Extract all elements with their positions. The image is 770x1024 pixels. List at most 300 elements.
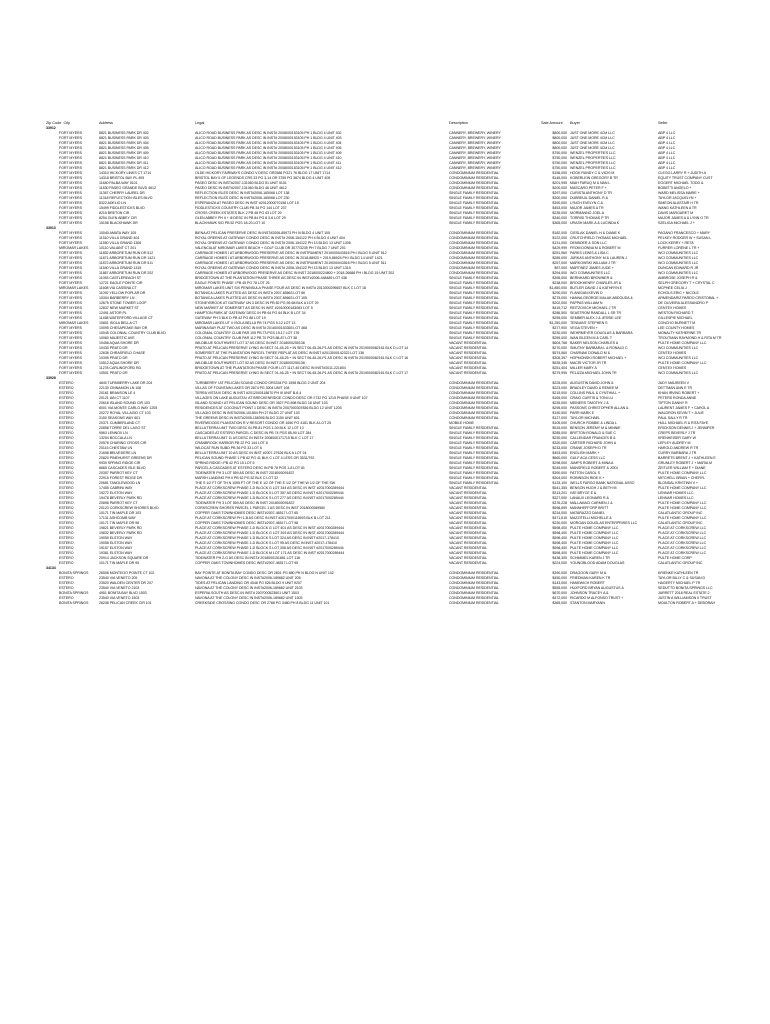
address-cell: 20618 ISLAND SOUND CIR 103 bbox=[99, 401, 150, 405]
legal-cell: CRANBROOK HARBOR PB 22 PG 144 LOT 8 bbox=[195, 441, 268, 445]
amount-cell: $234,000 bbox=[552, 511, 568, 515]
seller-cell: WCI COMMUNITIES LLC bbox=[658, 356, 699, 360]
description-cell: VACANT RESIDENTIAL bbox=[449, 371, 487, 375]
address-cell: 23520 WALDEN CENTER DR 207 bbox=[99, 581, 153, 585]
description-cell: VACANT RESIDENTIAL bbox=[449, 511, 487, 515]
description-cell: CONDOMINIUM RESIDENTIAL bbox=[449, 176, 499, 180]
description-cell: CONDOMINIUM RESIDENTIAL bbox=[449, 396, 499, 400]
buyer-cell: ENGLISH MARK + bbox=[570, 451, 600, 455]
city-cell: ESTERO bbox=[59, 451, 74, 455]
city-cell: FORT MYERS bbox=[59, 366, 82, 370]
city-cell: ESTERO bbox=[59, 476, 74, 480]
amount-cell: $251,404 bbox=[552, 366, 568, 370]
address-cell: 11871 ARBORETUM RUN DR 1421 bbox=[99, 256, 156, 260]
seller-cell: LEE COUNTY HOMES bbox=[658, 326, 695, 330]
city-cell: FORT MYERS bbox=[59, 166, 82, 170]
description-cell: SINGLE FAMILY RESIDENTIAL bbox=[449, 466, 499, 470]
city-cell: FORT MYERS bbox=[59, 336, 82, 340]
city-cell: FORT MYERS bbox=[59, 176, 82, 180]
description-cell: VACANT RESIDENTIAL bbox=[449, 486, 487, 490]
amount-cell: $535,345 bbox=[552, 361, 568, 365]
address-cell: 20578 CHARING CROSS CIR bbox=[99, 441, 147, 445]
buyer-cell: TAYLOR MICHAEL bbox=[570, 416, 601, 420]
legal-cell: THE S 1/2 FT OF TH N 1095 FT OF THE E 1/2 OF THE E 1/2 OF THE W 1/2 OF THE SW bbox=[195, 481, 336, 485]
seller-cell: TAYLOR JACQUELYN + bbox=[658, 196, 697, 200]
seller-cell: PAUL SALLY R TR bbox=[658, 416, 688, 420]
seller-cell: LENNAR HOMES LLC bbox=[658, 496, 694, 500]
address-cell: 8001 VIA MONTE CARLO WAY 1205 bbox=[99, 406, 158, 410]
city-cell: FORT MYERS bbox=[59, 256, 82, 260]
city-cell: ESTERO bbox=[59, 526, 74, 530]
buyer-cell: MACRI VICTOR JR TR bbox=[570, 361, 607, 365]
description-cell: CANNERY, BREWERY, WINERY bbox=[449, 161, 501, 165]
description-cell: CONDOMINIUM RESIDENTIAL bbox=[449, 571, 499, 575]
description-cell: SINGLE FAMILY RESIDENTIAL bbox=[449, 211, 499, 215]
amount-cell: $574,560 bbox=[552, 351, 568, 355]
amount-cell: $300,000 bbox=[552, 196, 568, 200]
description-cell: VACANT RESIDENTIAL bbox=[449, 506, 487, 510]
legal-cell: ESPERIA SOUTH AS DESC IN INST# 2007000523601 UNIT 1503 bbox=[195, 591, 299, 595]
description-cell: SINGLE FAMILY RESIDENTIAL bbox=[449, 311, 499, 315]
amount-cell: $365,000 bbox=[552, 221, 568, 225]
seller-cell: WALDRON KEVIN T + JULIE bbox=[658, 411, 704, 415]
city-cell: ESTERO bbox=[59, 441, 74, 445]
legal-cell: PLACE AT CORKSCREW PHASE 1-D BLOCK G LOT 401 AS DESC IN INST #2017000289444 bbox=[195, 526, 344, 530]
buyer-cell: SCHIMMEL KAREN J TR bbox=[570, 556, 610, 560]
legal-cell: BELLA TERRA UNIT 11 AS DESC IN INST# 2008000171715 BLK C LOT 17 bbox=[195, 436, 314, 440]
address-cell: 20115 CHESTAW LN bbox=[99, 446, 133, 450]
address-cell: 8821 BUSINESS PARK DR 402 bbox=[99, 131, 149, 135]
address-cell: 8821 BUSINESS PARK DR 412 bbox=[99, 166, 149, 170]
address-cell: 10171 TIN MAPLE DR 95 bbox=[99, 561, 140, 565]
legal-cell: VILLAGIO DESC IN INST#2006-101894 PH 27 BLDG 27 UNIT 103 bbox=[195, 411, 300, 415]
buyer-cell: PULTE HOME COMPANY LLC bbox=[570, 531, 619, 535]
zip-code-cell: 33913 bbox=[46, 226, 56, 230]
city-cell: ESTERO bbox=[59, 381, 74, 385]
city-cell: FORT MYERS bbox=[59, 306, 82, 310]
header-description: Description bbox=[449, 120, 468, 125]
amount-cell: $225,000 bbox=[552, 381, 568, 385]
legal-cell: PLACE AT CORKSCREW PHASE 1-D BLOCK G LOT 393 AS DESC IN INST #2017000289444 bbox=[195, 531, 344, 535]
description-cell: VACANT RESIDENTIAL bbox=[449, 541, 487, 545]
description-cell: CANNERY, BREWERY, WINERY bbox=[449, 151, 501, 155]
legal-cell: BOTANICA LAKES PLATTED AS DESC IN INST# 2007-65663 LOT 105 bbox=[195, 296, 307, 300]
seller-cell: LEPLEY AUDREY M bbox=[658, 441, 691, 445]
seller-cell: JUDY MAUREEN V bbox=[658, 381, 689, 385]
zip-code-cell: 33928 bbox=[46, 376, 56, 380]
address-cell: 14318 BRISTOL BAY PL 405 bbox=[99, 176, 145, 180]
legal-cell: TERRA VISTA III DESC IN INST #2012000118670 PH III UNIT B-6-4 bbox=[195, 391, 302, 395]
amount-cell: $800,000 bbox=[552, 146, 568, 150]
city-cell: ESTERO bbox=[59, 501, 74, 505]
buyer-cell: PASSONS CHRISTOPHER ALLAN & bbox=[570, 406, 629, 410]
buyer-cell: HOPMONSKI ROBERT MICHAEL + bbox=[570, 356, 627, 360]
address-cell: 12491 ASTOR PL bbox=[99, 311, 127, 315]
buyer-cell: MARTINEZ JAMES JUDE + bbox=[570, 266, 614, 270]
seller-cell: CONCHO BURNETT M bbox=[658, 321, 696, 325]
address-cell: 8821 BUSINESS PARK DR 404 bbox=[99, 141, 149, 145]
legal-cell: BAY POINTE AT BONITA BAY CONDO DESC OR 2801 PG 880 PH N BLDG N UNIT 102 bbox=[195, 571, 334, 575]
amount-cell: $598,400 bbox=[552, 536, 568, 540]
buyer-cell: HUXFORD BRYAN AUGUSTUS & bbox=[570, 586, 624, 590]
legal-cell: VILLAGES ON LAKE AUGUSTA I AT BRECKENRIDGE CONDO DESC OR 2732 PG 1215 PHASE II UNIT 107 bbox=[195, 396, 368, 400]
description-cell: CONDOMINIUM RESIDENTIAL bbox=[449, 271, 499, 275]
address-cell: 8215 BRETON CIR bbox=[99, 211, 130, 215]
buyer-cell: KOBERLEIN GREGORY B TR bbox=[570, 176, 618, 180]
address-cell: 20371 CUMBERLAND CT bbox=[99, 421, 140, 425]
city-cell: FORT MYERS bbox=[59, 221, 82, 225]
seller-cell: ERICKSON DENNIS J + JENNIFER bbox=[658, 426, 715, 430]
amount-cell: $133,100 bbox=[552, 481, 568, 485]
buyer-cell: REITZOVICH MICHAEL J TR bbox=[570, 306, 616, 310]
city-cell: ESTERO bbox=[59, 401, 74, 405]
legal-cell: PLACE AT CORKSCREW PH 1-B AS DESC IN INST #2017000116593 BLK B LOT 211 bbox=[195, 516, 331, 520]
amount-cell: $122,000 bbox=[552, 236, 568, 240]
seller-cell: CURRY BARBARA J TR bbox=[658, 451, 697, 455]
amount-cell: $555,000 bbox=[552, 586, 568, 590]
seller-cell: CREPS BEVERLY J TR bbox=[658, 431, 696, 435]
buyer-cell: JUMPS ROBERT & MINA A bbox=[570, 461, 614, 465]
seller-cell: JUSTIN A WILLIAMSON II TRUST bbox=[658, 596, 712, 600]
description-cell: SINGLE FAMILY RESIDENTIAL bbox=[449, 461, 499, 465]
buyer-cell: CURISTA ANTHONY D TR bbox=[570, 191, 612, 195]
legal-cell: MIROMAR LAKES UT V ISOLA BELLA PB 74 PGS 9-12 LOT 13 bbox=[195, 321, 296, 325]
buyer-cell: CALLENDAR FRANCES B & bbox=[570, 436, 616, 440]
legal-cell: BRIDGETOWN AT THE PLANTATION PHASE FOUR LOT 1117-45 DESC IN INST#2011-221804 bbox=[195, 366, 346, 370]
seller-cell: PLACE AT CORKSCREW LLC bbox=[658, 546, 707, 550]
city-cell: ESTERO bbox=[59, 396, 74, 400]
legal-cell: CARRIAGE HOMES I AT ARBORWOOD PRESERVE AS DESC IN INSTRUMENT 2019000043516 PH I BLDG 5 UNIT 511 bbox=[195, 261, 387, 265]
amount-cell: $750,000 bbox=[552, 156, 568, 160]
address-cell: 19381 ELSTON WAY bbox=[99, 551, 133, 555]
amount-cell: $471,615 bbox=[552, 516, 568, 520]
legal-cell: WILDBLUE SOUTHWEST LOT 37 AS DESC IN INST 2018000250138 bbox=[195, 341, 305, 345]
city-cell: ESTERO bbox=[59, 421, 74, 425]
legal-cell: PLACE AT CORKSCREW PHASE 1-D BLOCK G LOT 344 AS DESC IN INST #2017000289444 bbox=[195, 486, 344, 490]
address-cell: 11510 VILLA GRAND 404 bbox=[99, 236, 140, 240]
header-buyer: Buyer bbox=[570, 120, 580, 125]
legal-cell: PELICAN SOUND PHASE 1 PB 62 PG 41 BLK C LOT 4 LESS OR 3531/792 bbox=[195, 456, 315, 460]
seller-cell: MCPHEE CELIA J bbox=[658, 286, 687, 290]
legal-cell: ISLAND SOUND I AT PELICAN SOUND DESC OR 3527 PG 898 BLDG 18 UNIT 103 bbox=[195, 401, 328, 405]
amount-cell: $660,000 bbox=[552, 456, 568, 460]
city-cell: ESTERO bbox=[59, 386, 74, 390]
legal-cell: PRATO AT PELICAN PRESERVE LYING IN SECT 01-45-25 + IN SECT 06-45-26-P1 AS DESC IN INST# 2019000082161 BLK C LOT 17 bbox=[195, 371, 409, 375]
zip-code-cell: 34134 bbox=[46, 566, 56, 570]
zip-code-cell: 33912 bbox=[46, 126, 56, 130]
address-cell: 11872 ARBORETUM RUN DR 511 bbox=[99, 261, 153, 265]
description-cell: MOBILE HOME bbox=[449, 421, 474, 425]
amount-cell: $298,000 bbox=[552, 461, 568, 465]
buyer-cell: LANAUX LEONARD R & bbox=[570, 496, 609, 500]
address-cell: 10045 COLONIAL COUNTRY CLUB BLVD bbox=[99, 331, 166, 335]
city-cell: ESTERO bbox=[59, 536, 74, 540]
amount-cell: $395,000 bbox=[552, 276, 568, 280]
description-cell: CONDOMINIUM RESIDENTIAL bbox=[449, 411, 499, 415]
address-cell: 19832 BEVERLY PARK RD bbox=[99, 531, 142, 535]
buyer-cell: CRAIG CURTIS & TONI LU bbox=[570, 396, 614, 400]
legal-cell: PLACE AT CORKSCREW PHASE 1-D BLOCK M LOT 171 AS DESC IN INST #2017000289444 bbox=[195, 551, 345, 555]
legal-cell: PRATO AT PELICAN PRESERVE LYING IN SECT 01-45-25 + IN SECT 06-45-26-P1 AS DESC IN INST# 2019000082161 BLK C LOT 16 bbox=[195, 356, 409, 360]
seller-cell: WCI COMMUNITIES LLC bbox=[658, 251, 699, 255]
address-cell: 20858 TORRE DEL LAGO ST bbox=[99, 426, 146, 430]
legal-cell: PLACE AT CORKSCREW PHASE 1-D BLOCK S LOT 357 AS DESC IN INST #2017000289444 bbox=[195, 491, 344, 495]
address-cell: 10095 CHESAPEAKE BAY DR bbox=[99, 326, 148, 330]
buyer-cell: TORRISI THOMAS P TR bbox=[570, 216, 609, 220]
seller-cell: LOCK KERRY + RETA bbox=[658, 241, 694, 245]
description-cell: CONDOMINIUM RESIDENTIAL bbox=[449, 261, 499, 265]
description-cell: SINGLE FAMILY RESIDENTIAL bbox=[449, 291, 499, 295]
amount-cell: $201,995 bbox=[552, 181, 568, 185]
buyer-cell: DUBREUIL DANIEL R & bbox=[570, 196, 608, 200]
description-cell: CONDOMINIUM RESIDENTIAL bbox=[449, 171, 499, 175]
description-cell: CONDOMINIUM RESIDENTIAL bbox=[449, 596, 499, 600]
amount-cell: $223,000 bbox=[552, 386, 568, 390]
city-cell: FORT MYERS bbox=[59, 351, 82, 355]
city-cell: FORT MYERS bbox=[59, 301, 82, 305]
buyer-cell: PELIZZA MICHAEL JOHN TR bbox=[570, 371, 617, 375]
address-cell: 20820 PINEHURST GREENS DR bbox=[99, 456, 152, 460]
address-cell: 11053 CASTLEREAGH ST bbox=[99, 276, 142, 280]
buyer-cell: PULTE HOME COMPANY LLC bbox=[570, 546, 619, 550]
address-cell: 8665 CASCADES ISLE BLVD bbox=[99, 466, 146, 470]
city-cell: FORT MYERS bbox=[59, 191, 82, 195]
buyer-cell: ROBINSON RIDE K + bbox=[570, 476, 605, 480]
amount-cell: $270,000 bbox=[552, 346, 568, 350]
city-cell: FORT MYERS bbox=[59, 291, 82, 295]
seller-cell: WCI COMMUNITIES LLC bbox=[658, 371, 699, 375]
legal-cell: ALICO ROAD BUSINESS PARK AS DESC IN INST# 2008000153105 PH 1 BLDG 4 UNIT 410 bbox=[195, 156, 342, 160]
legal-cell: PLACE AT CORKSCREW PHASE 1-D BLOCK S LOT 308 AS DESC IN INST #2017000289444 bbox=[195, 546, 344, 550]
seller-cell: SIMEON ALASTAIR H TR bbox=[658, 201, 699, 205]
legal-cell: COLONIAL COUNTRY CLUB PAR 105 PB 73 PGS 15-17 LOT 176 bbox=[195, 331, 300, 335]
seller-cell: PULTE HOME CORP bbox=[658, 556, 692, 560]
description-cell: SINGLE FAMILY RESIDENTIAL bbox=[449, 206, 499, 210]
buyer-cell: URASH MARK A & LUCINDA K bbox=[570, 221, 620, 225]
address-cell: 11608 VIA CASSINA CT bbox=[99, 286, 137, 290]
description-cell: SINGLE FAMILY RESIDENTIAL bbox=[449, 316, 499, 320]
city-cell: ESTERO bbox=[59, 431, 74, 435]
amount-cell: $165,000 bbox=[552, 396, 568, 400]
description-cell: CANNERY, BREWERY, WINERY bbox=[449, 131, 501, 135]
description-cell: VACANT RESIDENTIAL bbox=[449, 516, 487, 520]
amount-cell: $327,000 bbox=[552, 496, 568, 500]
description-cell: CONDOMINIUM RESIDENTIAL bbox=[449, 186, 499, 190]
legal-cell: THE GREENS DESC IN INST#2005-158395 BLDG 3150 UNIT 601 bbox=[195, 416, 300, 420]
seller-cell: ABP 4 LLC bbox=[658, 156, 676, 160]
seller-cell: ABP 4 LLC bbox=[658, 166, 676, 170]
description-cell: VACANT RESIDENTIAL bbox=[449, 531, 487, 535]
amount-cell: $215,000 bbox=[552, 391, 568, 395]
address-cell: 15158 BLACKHAWK DR bbox=[99, 221, 138, 225]
buyer-cell: HOOK RANDY C & VICKI M bbox=[570, 171, 615, 175]
buyer-cell: FRIEDMAN KAREN K TR bbox=[570, 576, 611, 580]
description-cell: CONDOMINIUM RESIDENTIAL bbox=[449, 231, 499, 235]
description-cell: VACANT RESIDENTIAL bbox=[449, 526, 487, 530]
buyer-cell: BERNHARD BROWNER & bbox=[570, 276, 613, 280]
buyer-cell: FLANIGAN KEVIN D bbox=[570, 291, 603, 295]
amount-cell: $390,000 bbox=[552, 571, 568, 575]
description-cell: SINGLE FAMILY RESIDENTIAL bbox=[449, 481, 499, 485]
description-cell: VACANT RESIDENTIAL bbox=[449, 521, 487, 525]
city-cell: ESTERO bbox=[59, 486, 74, 490]
amount-cell: $279,995 bbox=[552, 371, 568, 375]
legal-cell: PASEO DESC IN INST#2007-131060 BLDG 46 UNIT 4612 bbox=[195, 186, 287, 190]
description-cell: SINGLE FAMILY RESIDENTIAL bbox=[449, 456, 499, 460]
address-cell: 11830 PASEO GRANDE BLVD 4612 bbox=[99, 186, 156, 190]
buyer-cell: PULTE HOME COMPANY LLC bbox=[570, 536, 619, 540]
description-cell: VACANT RESIDENTIAL bbox=[449, 496, 487, 500]
address-cell: 10512 AQUA SHORE DR bbox=[99, 361, 139, 365]
amount-cell: $304,000 bbox=[552, 476, 568, 480]
buyer-cell: MEINERS TIMOTHY J & bbox=[570, 401, 609, 405]
amount-cell: $472,000 bbox=[552, 596, 568, 600]
legal-cell: BLACKHAWK S/D PB 52 PGS 18-20 LOT 10 bbox=[195, 221, 266, 225]
buyer-cell: BENSON JEREMY M & MINNIE bbox=[570, 426, 621, 430]
amount-cell: $390,000 bbox=[552, 201, 568, 205]
seller-cell: MONALTY KATHERINE TR bbox=[658, 331, 702, 335]
buyer-cell: HANNA GEORGE MALAK ABDOUDA & bbox=[570, 296, 633, 300]
buyer-cell: BAKER NELSON CHARLES & bbox=[570, 341, 619, 345]
legal-cell: PASEO DESC IN INST#2007-131060 BLDG 51 UNIT 5101 bbox=[195, 181, 287, 185]
sales-rows bbox=[46, 126, 736, 606]
city-cell: BONITA SPRINGS bbox=[59, 571, 89, 575]
address-cell: 23540 VIA VENETO 1503 bbox=[99, 596, 140, 600]
legal-cell: ROYAL GREENS AT GATEWAY CONDO DESC IN INST# 2006-154122 PH 4 BLDG 4 UNIT 404 bbox=[195, 236, 345, 240]
table-row bbox=[46, 601, 736, 606]
description-cell: CONDOMINIUM RESIDENTIAL bbox=[449, 391, 499, 395]
city-cell: BONITA SPRINGS bbox=[59, 601, 89, 605]
legal-cell: TIDES AT PELICAN LANDING OR 4048 PG 526 BLDG 9 UNIT 9207 bbox=[195, 581, 302, 585]
address-cell: 11840 PALBA WAY 5101 bbox=[99, 181, 138, 185]
description-cell: CONDOMINIUM RESIDENTIAL bbox=[449, 576, 499, 580]
address-cell: 8821 BUSINESS PARK DR 411 bbox=[99, 161, 149, 165]
legal-cell: ALICO ROAD BUSINESS PARK AS DESC IN INST# 2008000153105 PH 1 BLDG 4 UNIT 411 bbox=[195, 161, 342, 165]
description-cell: SINGLE FAMILY RESIDENTIAL bbox=[449, 306, 499, 310]
address-cell: 19478 BEVERLY PARK RD bbox=[99, 496, 142, 500]
seller-cell: HAROLD ANDREW R TR bbox=[658, 446, 699, 450]
seller-cell: ABP 4 LLC bbox=[658, 146, 676, 150]
buyer-cell: CHARNAK DONALD M & bbox=[570, 351, 611, 355]
buyer-cell: BRITTON RONALD & SUE C bbox=[570, 431, 616, 435]
legal-cell: EAGLE POINTE PHASE I PB 45 PG 78 LOT 25 bbox=[195, 281, 270, 285]
seller-cell: PULTE HOME COMPANY LLC bbox=[658, 341, 707, 345]
buyer-cell: PULTE HOME COMPANY LLC bbox=[570, 526, 619, 530]
amount-cell: $598,400 bbox=[552, 551, 568, 555]
amount-cell: $438,305 bbox=[552, 556, 568, 560]
seller-cell: LAURENT JAMES F + CAROL A bbox=[658, 406, 710, 410]
city-cell: FORT MYERS bbox=[59, 371, 82, 375]
buyer-cell: PARR MARK E bbox=[570, 411, 594, 415]
city-cell: ESTERO bbox=[59, 581, 74, 585]
legal-cell: ALICO ROAD BUSINESS PARK AS DESC IN INST# 2008000153105 PH 1 BLDG 4 UNIT 409 bbox=[195, 151, 342, 155]
address-cell: 14310 HICKORY LINKS CT 1714 bbox=[99, 171, 151, 175]
amount-cell: $275,000 bbox=[552, 296, 568, 300]
legal-cell: ALICO ROAD BUSINESS PARK AS DESC IN INST# 2008000153105 PH 1 BLDG 4 UNIT 405 bbox=[195, 146, 342, 150]
header-city: City bbox=[63, 120, 70, 125]
legal-cell: PLACE AT CORKSCREW PHASE 1-D BLOCK S LOT 324 AS DESC IN INST #2017-178410 bbox=[195, 536, 339, 540]
amount-cell: $235,000 bbox=[552, 401, 568, 405]
city-cell: ESTERO bbox=[59, 406, 74, 410]
description-cell: CONDOMINIUM RESIDENTIAL bbox=[449, 581, 499, 585]
amount-cell: $245,000 bbox=[552, 466, 568, 470]
address-cell: 10171 TIN MAPLE DR 98 bbox=[99, 521, 140, 525]
address-cell: 12675 STONE TOWER LOOP bbox=[99, 301, 147, 305]
amount-cell: $340,000 bbox=[552, 216, 568, 220]
address-cell: 26208 PELICAN CREEK CIR 101 bbox=[99, 601, 152, 605]
buyer-cell: WENZEL PROPERTIES LLC bbox=[570, 161, 616, 165]
amount-cell: $105,000 bbox=[552, 421, 568, 425]
seller-cell: EGGERT MICHAEL TODD & bbox=[658, 181, 704, 185]
address-cell: 11852 ARBORETUM RUN DR 512 bbox=[99, 251, 154, 255]
legal-cell: NAVONA AT THE COLONY DESC IN INST#2006-189682 UNIT 1503 bbox=[195, 596, 303, 600]
description-cell: CANNERY, BREWERY, WINERY bbox=[449, 141, 501, 145]
address-cell: 22130 CINNAMON LN 108 bbox=[99, 386, 142, 390]
seller-cell: WANG KATHLEEN A TR bbox=[658, 206, 697, 210]
address-cell: 11092 YELLOW POPLAR DR bbox=[99, 291, 146, 295]
city-cell: FORT MYERS bbox=[59, 281, 82, 285]
legal-cell: BELLA TERRA UNIT 10 AS DESC IN INST #2007-27626 BLK A LOT 24 bbox=[195, 451, 307, 455]
buyer-cell: JUST ONE MORE 4CM LLC bbox=[570, 146, 615, 150]
address-cell: 10304 BARBERRY LN bbox=[99, 296, 135, 300]
buyer-cell: SEASTROM RANDALL L SR TR bbox=[570, 311, 622, 315]
description-cell: SINGLE FAMILY RESIDENTIAL bbox=[449, 301, 499, 305]
city-cell: FORT MYERS bbox=[59, 346, 82, 350]
city-cell: ESTERO bbox=[59, 461, 74, 465]
buyer-cell: BENSON HUGH J & BETH M bbox=[570, 486, 617, 490]
amount-cell: $182,000 bbox=[552, 231, 568, 235]
buyer-cell: JUST ONE MORE 4CM LLC bbox=[570, 131, 615, 135]
city-cell: ESTERO bbox=[59, 446, 74, 450]
amount-cell: $750,000 bbox=[552, 166, 568, 170]
seller-cell: BARRETS BRENT J + KATHLEEN E bbox=[658, 456, 716, 460]
city-cell: FORT MYERS bbox=[59, 151, 82, 155]
address-cell: 11540 VILLA GRAND 1315 bbox=[99, 266, 142, 270]
city-cell: FORT MYERS bbox=[59, 296, 82, 300]
address-cell: 20898 PARROT KEY CT bbox=[99, 501, 138, 505]
seller-cell: ZEITLER WILLIAM F + DIANE bbox=[658, 466, 706, 470]
amount-cell: $156,000 bbox=[552, 171, 568, 175]
legal-cell: COLONIAL COUNTRY CLUB PAR 112 PB 70 PGS 88-87 LOT 38 bbox=[195, 336, 297, 340]
address-cell: 22915 FOREST RIDGE DR bbox=[99, 476, 143, 480]
buyer-cell: MILLER MARY A bbox=[570, 366, 597, 370]
amount-cell: $230,000 bbox=[552, 331, 568, 335]
city-cell: ESTERO bbox=[59, 491, 74, 495]
seller-cell: SZELIGA MICHAEL J + bbox=[658, 221, 695, 225]
address-cell: 9939 SPRING RIDGE CIR bbox=[99, 461, 141, 465]
city-cell: FORT MYERS bbox=[59, 156, 82, 160]
legal-cell: PARCEL A CASCADES AT ESTERO DESC IN PB 78 PGS 1-8 LOT 81 bbox=[195, 466, 305, 470]
amount-cell: $230,000 bbox=[552, 521, 568, 525]
buyer-cell: BUTLER DAVID J & KATHRYN E bbox=[570, 286, 623, 290]
amount-cell: $750,000 bbox=[552, 151, 568, 155]
address-cell: 20123 CORKSCREW SHORES BLVD bbox=[99, 506, 159, 510]
buyer-cell: LYNCH EVELYN C & bbox=[570, 201, 604, 205]
seller-cell: BOBETTI ANGELO + bbox=[658, 186, 692, 190]
amount-cell: $251,960 bbox=[552, 251, 568, 255]
city-cell: ESTERO bbox=[59, 516, 74, 520]
buyer-cell: SMUTNY BARBARA L & RONALD C bbox=[570, 346, 628, 350]
buyer-cell: MAZZITELLI MICHELLE & bbox=[570, 516, 612, 520]
city-cell: FORT MYERS bbox=[59, 136, 82, 140]
seller-cell: SEDUTTO BONITA SPRINGS LLC bbox=[658, 586, 713, 590]
seller-cell: WCI COMMUNITIES LLC bbox=[658, 256, 699, 260]
amount-cell: $235,000 bbox=[552, 211, 568, 215]
address-cell: 10456 AQUA SHORE DR bbox=[99, 341, 139, 345]
amount-cell: $200,000 bbox=[552, 186, 568, 190]
address-cell: 23540 VIA VENETO 2103 bbox=[99, 586, 140, 590]
address-cell: 8821 BUSINESS PARK DR 405 bbox=[99, 146, 149, 150]
